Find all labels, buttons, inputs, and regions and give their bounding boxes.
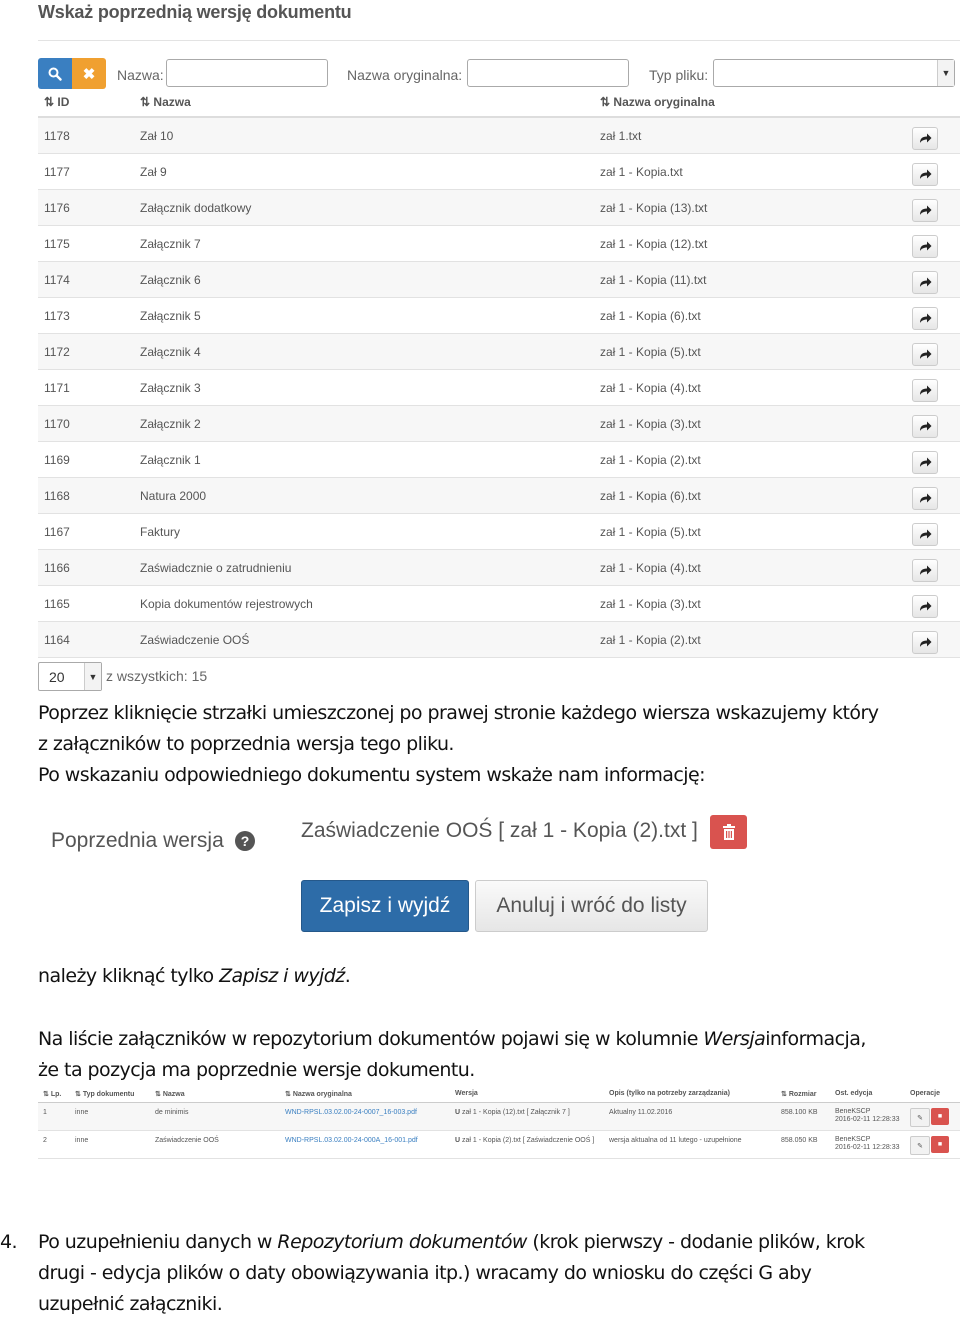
trash-icon: ■	[937, 1141, 943, 1148]
att-col-description: Opis (tylko na potrzeby zarządzania)	[609, 1090, 730, 1097]
name-filter-label: Nazwa:	[117, 67, 164, 83]
select-version-button[interactable]	[912, 199, 938, 222]
row-name: Załącznik 3	[140, 381, 201, 395]
att-description: Aktualny 11.02.2016	[609, 1109, 673, 1116]
row-id: 1178	[44, 129, 70, 143]
row-original-name: zał 1 - Kopia (11).txt	[600, 273, 707, 287]
page-size-select[interactable]	[38, 662, 102, 691]
att-col-size[interactable]: ⇅ Rozmiar	[781, 1091, 817, 1098]
att-editor: BeneKSCP	[835, 1136, 871, 1143]
name-filter-input[interactable]	[166, 59, 328, 87]
previous-version-value: Zaświadczenie OOŚ [ zał 1 - Kopia (2).txt ]	[301, 819, 698, 842]
row-id: 1167	[44, 525, 70, 539]
row-id: 1174	[44, 273, 70, 287]
att-lp: 1	[43, 1109, 47, 1116]
column-header-original-label: Nazwa oryginalna	[613, 95, 715, 109]
att-original-link[interactable]: WND-RPSL.03.02.00-24-0007_16-003.pdf	[285, 1109, 417, 1116]
att-edited-date: 2016-02-11 12:28:33	[835, 1144, 900, 1151]
select-version-button[interactable]	[912, 235, 938, 258]
select-version-button[interactable]	[912, 415, 938, 438]
att-col-version: Wersja	[455, 1090, 478, 1097]
column-header-name-label: Nazwa	[153, 95, 191, 109]
paragraph-version-info	[38, 1024, 866, 1086]
chevron-down-icon: ▼	[84, 663, 101, 690]
table-row	[38, 190, 960, 226]
row-name: Załącznik 2	[140, 417, 201, 431]
row-original-name: zał 1 - Kopia (13).txt	[600, 201, 708, 215]
row-name: Załącznik 7	[140, 237, 201, 251]
select-version-button[interactable]	[912, 127, 938, 150]
column-header-id-label: ID	[57, 95, 70, 109]
sort-icon: ⇅	[44, 95, 55, 109]
row-id: 1173	[44, 309, 70, 323]
row-name: Kopia dokumentów rejestrowych	[140, 597, 313, 611]
select-version-button[interactable]	[912, 451, 938, 474]
row-name: Natura 2000	[140, 489, 207, 503]
list-item-4	[38, 1227, 865, 1320]
att-col-name-label: Nazwa	[162, 1091, 185, 1098]
clear-filters-button[interactable]	[72, 58, 106, 89]
table-row	[38, 550, 960, 586]
row-name: Zał 9	[140, 165, 167, 179]
att-size: 858.050 KB	[781, 1137, 818, 1144]
table-row	[38, 370, 960, 406]
text-span: Na liście załączników w repozytorium dokumentów pojawi się w kolumnie	[38, 1028, 704, 1050]
share-arrow-icon	[919, 169, 932, 180]
att-version: U zał 1 - Kopia (12).txt [ Załącznik 7 ]	[455, 1109, 570, 1116]
text-line: z załączników to poprzednia wersja tego pliku.	[38, 733, 454, 755]
search-icon	[48, 67, 62, 81]
trash-icon: ■	[937, 1113, 943, 1120]
select-version-button[interactable]	[912, 487, 938, 510]
row-name: Zaświadcznie o zatrudnieniu	[140, 561, 292, 575]
share-arrow-icon	[919, 241, 932, 252]
close-icon: ✖	[82, 65, 96, 83]
select-version-button[interactable]	[912, 523, 938, 546]
att-version-text: zał 1 - Kopia (2).txt [ Zaświadczenie OOŚ ]	[462, 1137, 595, 1144]
original-name-filter-label: Nazwa oryginalna:	[347, 67, 463, 83]
share-arrow-icon	[919, 457, 932, 468]
att-col-original-label: Nazwa oryginalna	[292, 1091, 352, 1098]
column-header-original-name[interactable]	[600, 95, 715, 109]
att-size: 858.100 KB	[781, 1109, 818, 1116]
row-id: 1176	[44, 201, 70, 215]
row-original-name: zał 1 - Kopia (2).txt	[600, 453, 701, 467]
row-name: Faktury	[140, 525, 181, 539]
delete-button[interactable]	[931, 1108, 949, 1125]
column-header-name[interactable]	[140, 95, 191, 109]
att-col-type-label: Typ dokumentu	[82, 1091, 135, 1098]
attachment-row	[38, 1131, 960, 1159]
trash-icon	[722, 824, 736, 840]
att-version-text: zał 1 - Kopia (12).txt [ Załącznik 7 ]	[462, 1109, 570, 1116]
text-span: (krok pierwszy - dodanie plików, krok	[526, 1231, 865, 1253]
table-row	[38, 298, 960, 334]
row-id: 1169	[44, 453, 70, 467]
help-icon[interactable]: ?	[235, 831, 255, 851]
page-size-value: 20	[49, 669, 65, 685]
select-version-button[interactable]	[912, 595, 938, 618]
row-id: 1172	[44, 345, 70, 359]
att-editor: BeneKSCP	[835, 1108, 871, 1115]
share-arrow-icon	[919, 637, 932, 648]
text-line: że ta pozycja ma poprzednie wersje dokumentu.	[38, 1059, 475, 1081]
text-span: należy kliknąć tylko	[38, 965, 220, 987]
search-button[interactable]	[38, 58, 72, 89]
edit-button[interactable]	[910, 1108, 930, 1127]
row-name: Zał 10	[140, 129, 174, 143]
att-name: Zaświadczenie OOŚ	[155, 1137, 219, 1144]
share-arrow-icon	[919, 565, 932, 576]
att-edited-date: 2016-02-11 12:28:33	[835, 1116, 900, 1123]
att-version: U zał 1 - Kopia (2).txt [ Zaświadczenie OOŚ ]	[455, 1137, 595, 1144]
table-row	[38, 586, 960, 622]
share-arrow-icon	[919, 385, 932, 396]
emphasis: Wersja	[703, 1028, 766, 1050]
att-col-type[interactable]: ⇅ Typ dokumentu	[75, 1091, 135, 1098]
share-arrow-icon	[919, 601, 932, 612]
text-line	[38, 1024, 866, 1055]
att-lp: 2	[43, 1137, 47, 1144]
text-line: Poprzez kliknięcie strzałki umieszczonej po prawej stronie każdego wiersza wskazujemy który	[38, 702, 879, 724]
remove-previous-version-button[interactable]	[710, 815, 747, 849]
att-col-last-edit: Ost. edycja	[835, 1090, 873, 1097]
att-name: de minimis	[155, 1109, 189, 1116]
sort-icon: ⇅	[600, 95, 611, 109]
select-version-button[interactable]	[912, 631, 938, 654]
table-row	[38, 154, 960, 190]
row-id: 1165	[44, 597, 70, 611]
share-arrow-icon	[919, 313, 932, 324]
row-original-name: zał 1 - Kopia (2).txt	[600, 633, 701, 647]
row-id: 1166	[44, 561, 70, 575]
att-last-edit	[835, 1136, 899, 1152]
paragraph-instructions	[38, 698, 878, 791]
row-name: Zaświadczenie OOŚ	[140, 633, 250, 647]
divider	[38, 40, 960, 41]
text-line: Po wskazaniu odpowiedniego dokumentu system wskaże nam informację:	[38, 764, 705, 786]
select-version-button[interactable]	[912, 163, 938, 186]
text-span: .	[344, 965, 351, 987]
file-type-select[interactable]	[713, 59, 955, 87]
row-id: 1177	[44, 165, 70, 179]
row-original-name: zał 1 - Kopia.txt	[600, 165, 683, 179]
share-arrow-icon	[919, 493, 932, 504]
table-row	[38, 406, 960, 442]
att-col-operations: Operacje	[910, 1090, 940, 1097]
table-row	[38, 262, 960, 298]
share-arrow-icon	[919, 349, 932, 360]
select-version-button[interactable]	[912, 271, 938, 294]
row-original-name: zał 1 - Kopia (3).txt	[600, 417, 701, 431]
cancel-and-return-button[interactable]: Anuluj i wróć do listy	[475, 880, 708, 932]
row-id: 1175	[44, 237, 70, 251]
emphasis: Zapisz i wyjdź	[219, 965, 345, 987]
select-version-button[interactable]	[912, 379, 938, 402]
select-version-button[interactable]	[912, 343, 938, 366]
att-col-lp-label: Lp.	[50, 1091, 62, 1098]
text-span: Po uzupełnieniu danych w	[38, 1231, 278, 1253]
row-original-name: zał 1.txt	[600, 129, 642, 143]
attachment-row	[38, 1103, 960, 1131]
att-col-original[interactable]: ⇅ Nazwa oryginalna	[285, 1091, 352, 1098]
delete-button[interactable]	[931, 1136, 949, 1153]
share-arrow-icon	[919, 421, 932, 432]
text-span: informacja,	[765, 1028, 866, 1050]
att-description: wersja aktualna od 11 lutego - uzupełnione	[609, 1137, 742, 1144]
file-type-filter-label: Typ pliku:	[649, 67, 709, 83]
column-header-id[interactable]	[44, 95, 69, 109]
row-name: Załącznik 4	[140, 345, 201, 359]
share-arrow-icon	[919, 277, 932, 288]
text-line	[38, 1227, 865, 1258]
att-col-name[interactable]: ⇅ Nazwa	[155, 1091, 185, 1098]
emphasis: Repozytorium dokumentów	[277, 1231, 527, 1253]
row-id: 1171	[44, 381, 70, 395]
chevron-down-icon: ▼	[937, 60, 954, 86]
text-line: drugi - edycja plików o daty obowiązywania itp.) wracamy do wniosku do części G aby	[38, 1262, 812, 1284]
table-row	[38, 622, 960, 658]
share-arrow-icon	[919, 205, 932, 216]
table-row	[38, 226, 960, 262]
table-row	[38, 118, 960, 154]
records-total: z wszystkich: 15	[106, 668, 208, 684]
row-original-name: zał 1 - Kopia (4).txt	[600, 381, 701, 395]
att-col-size-label: Rozmiar	[788, 1091, 817, 1098]
edit-icon: ✎	[917, 1142, 923, 1150]
panel-title: Wskaż poprzednią wersję dokumentu	[38, 2, 352, 22]
row-name: Załącznik 5	[140, 309, 201, 323]
share-arrow-icon	[919, 529, 932, 540]
row-name: Załącznik dodatkowy	[140, 201, 252, 215]
att-col-lp[interactable]: ⇅ Lp.	[43, 1091, 62, 1098]
save-and-exit-button[interactable]: Zapisz i wyjdź	[301, 880, 469, 932]
row-original-name: zał 1 - Kopia (6).txt	[600, 489, 701, 503]
row-original-name: zał 1 - Kopia (4).txt	[600, 561, 701, 575]
edit-button[interactable]	[910, 1136, 930, 1155]
select-version-button[interactable]	[912, 307, 938, 330]
list-item-number: 4.	[0, 1231, 18, 1253]
select-version-button[interactable]	[912, 559, 938, 582]
row-original-name: zał 1 - Kopia (3).txt	[600, 597, 701, 611]
table-row	[38, 514, 960, 550]
share-arrow-icon	[919, 133, 932, 144]
text-line: uzupełnić załączniki.	[38, 1293, 223, 1315]
row-name: Załącznik 6	[140, 273, 201, 287]
table-row	[38, 478, 960, 514]
att-type: inne	[75, 1137, 89, 1144]
table-row	[38, 334, 960, 370]
row-original-name: zał 1 - Kopia (5).txt	[600, 525, 701, 539]
row-id: 1170	[44, 417, 70, 431]
row-original-name: zał 1 - Kopia (6).txt	[600, 309, 701, 323]
att-type: inne	[75, 1109, 89, 1116]
att-last-edit	[835, 1108, 899, 1124]
att-original-link[interactable]: WND-RPSL.03.02.00-24-000A_16-001.pdf	[285, 1137, 418, 1144]
row-id: 1168	[44, 489, 70, 503]
row-id: 1164	[44, 633, 70, 647]
edit-icon: ✎	[917, 1114, 923, 1122]
previous-version-label: Poprzednia wersja	[51, 829, 224, 852]
sort-icon: ⇅	[140, 95, 151, 109]
table-row	[38, 442, 960, 478]
row-name: Załącznik 1	[140, 453, 201, 467]
row-original-name: zał 1 - Kopia (12).txt	[600, 237, 708, 251]
paragraph-save-hint	[38, 961, 350, 992]
original-name-filter-input[interactable]	[467, 59, 629, 87]
row-original-name: zał 1 - Kopia (5).txt	[600, 345, 701, 359]
